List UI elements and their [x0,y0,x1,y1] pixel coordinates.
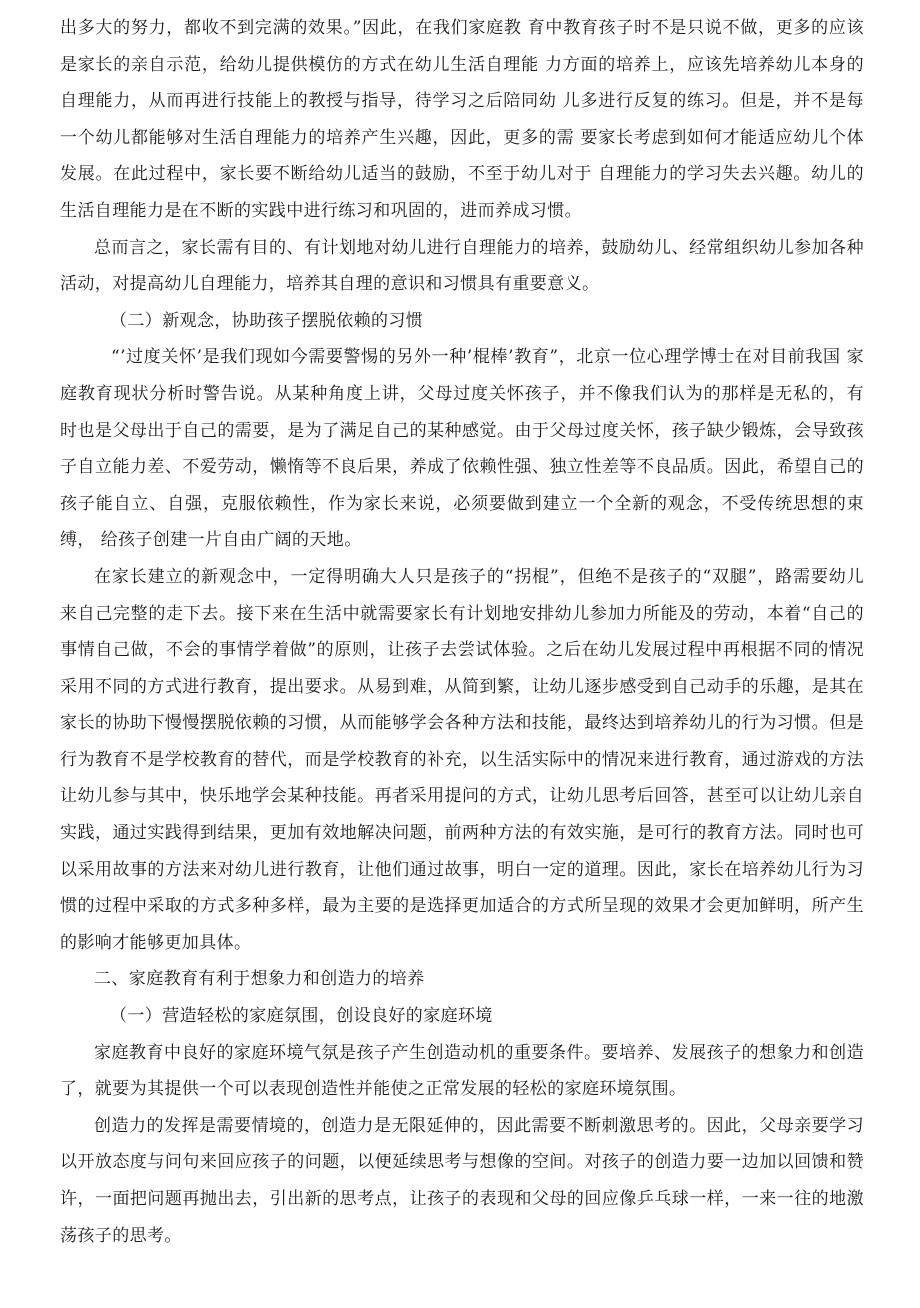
paragraph-summary: 总而言之，家长需有目的、有计划地对幼儿进行自理能力的培养，鼓励幼儿、经常组织幼儿参加各种 活动，对提高幼儿自理能力，培养其自理的意识和习惯具有重要意义。 [60,237,864,295]
section-heading-1-imagination: 二、家庭教育有利于想象力和创造力的培养 [94,969,425,990]
section-heading-2-family-atmosphere: （一）营造轻松的家庭氛围，创设良好的家庭环境 [110,1006,493,1027]
section-heading-2-new-concept: （二）新观念，协助孩子摆脱依赖的习惯 [110,310,424,331]
paragraph-family-environment: 家庭教育中良好的家庭环境气氛是孩子产生创造动机的重要条件。要培养、发展孩子的想象力和创造 了，就要为其提供一个可以表现创造性并能使之正常发展的轻松的家庭环境氛围。 [60,1042,864,1100]
paragraph-creativity: 创造力的发挥是需要情境的，创造力是无限延伸的，因此需要不断刺激思考的。因此，父母亲要学习 以开放态度与问句来回应孩子的问题，以便延续思考与想像的空间。对孩子的创造力要一边加以回馈和赞 许，一面把问题再抛出去，引出新的思考点，让孩子的表现和父母的回应像乒乓球一样，一来一往的地激 荡孩子的思考。 [60,1115,864,1246]
paragraph-continuation: 出多大的努力，都收不到完满的效果。”因此，在我们家庭教 育中教育孩子时不是只说不做，更多的应该是家长的亲自示范，给幼儿提供模仿的方式在幼儿生活自理能 力方面的培养上，应该先培养幼儿本身的自理能力，从而再进行技能上的教授与指导，待学习之后陪同幼 儿多进行反复的练习。但是，并不是每一个幼儿都能够对生活自理能力的培养产生兴趣，因此，更多的需 要家长考虑到如何才能适应幼儿个体发展。在此过程中，家长要不断给幼儿适当的鼓励，不至于幼儿对于 自理能力的学习失去兴趣。幼儿的生活自理能力是在不断的实践中进行练习和巩固的，进而养成习惯。 [60,18,864,221]
paragraph-new-concept: 在家长建立的新观念中，一定得明确大人只是孩子的“拐棍”，但绝不是孩子的“双腿”，路需要幼儿 来自己完整的走下去。接下来在生活中就需要家长有计划地安排幼儿参加力所能及的劳动，本着“自己的 事情自己做，不会的事情学着做”的原则，让孩子去尝试体验。之后在幼儿发展过程中再根据不同的情况 采用不同的方式进行教育，提出要求。从易到难，从简到繁，让幼儿逐步感受到自己动手的乐趣，是其在 家长的协助下慢慢摆脱依赖的习惯，从而能够学会各种方法和技能，最终达到培养幼儿的行为习惯。但是 行为教育不是学校教育的替代，而是学校教育的补充，以生活实际中的情况来进行教育，通过游戏的方法 让幼儿参与其中，快乐地学会某种技能。再者采用提问的方式，让幼儿思考后回答，甚至可以让幼儿亲自 实践，通过实践得到结果，更加有效地解决问题，前两种方法的有效实施，是可行的教育方法。同时也可 以采用故事的方法来对幼儿进行教育，让他们通过故事，明白一定的道理。因此，家长在培养幼儿行为习 惯的过程中采取的方式多种多样，最为主要的是选择更加适合的方式所呈现的效果才会更加鲜明，所产生 的影响才能够更加具体。 [60,566,864,953]
paragraph-overcare-quote: “’过度关怀’是我们现如今需要警惕的另外一种’棍棒’教育”，北京一位心理学博士在对目前我国 家庭教育现状分析时警告说。从某种角度上讲，父母过度关怀孩子，并不像我们认为的那样是无私的，有 时也是父母出于自己的需要，是为了满足自己的某种感觉。由于父母过度关怀，孩子缺少锻炼，会导致孩 子自立能力差、不爱劳动，懒惰等不良后果，养成了依赖性强、独立性差等不良品质。因此，希望自己的 孩子能自立、自强，克服依赖性，作为家长来说，必须要做到建立一个全新的观念，不受传统思想的束缚， 给孩子创建一片自由广阔的天地。 [60,347,864,551]
